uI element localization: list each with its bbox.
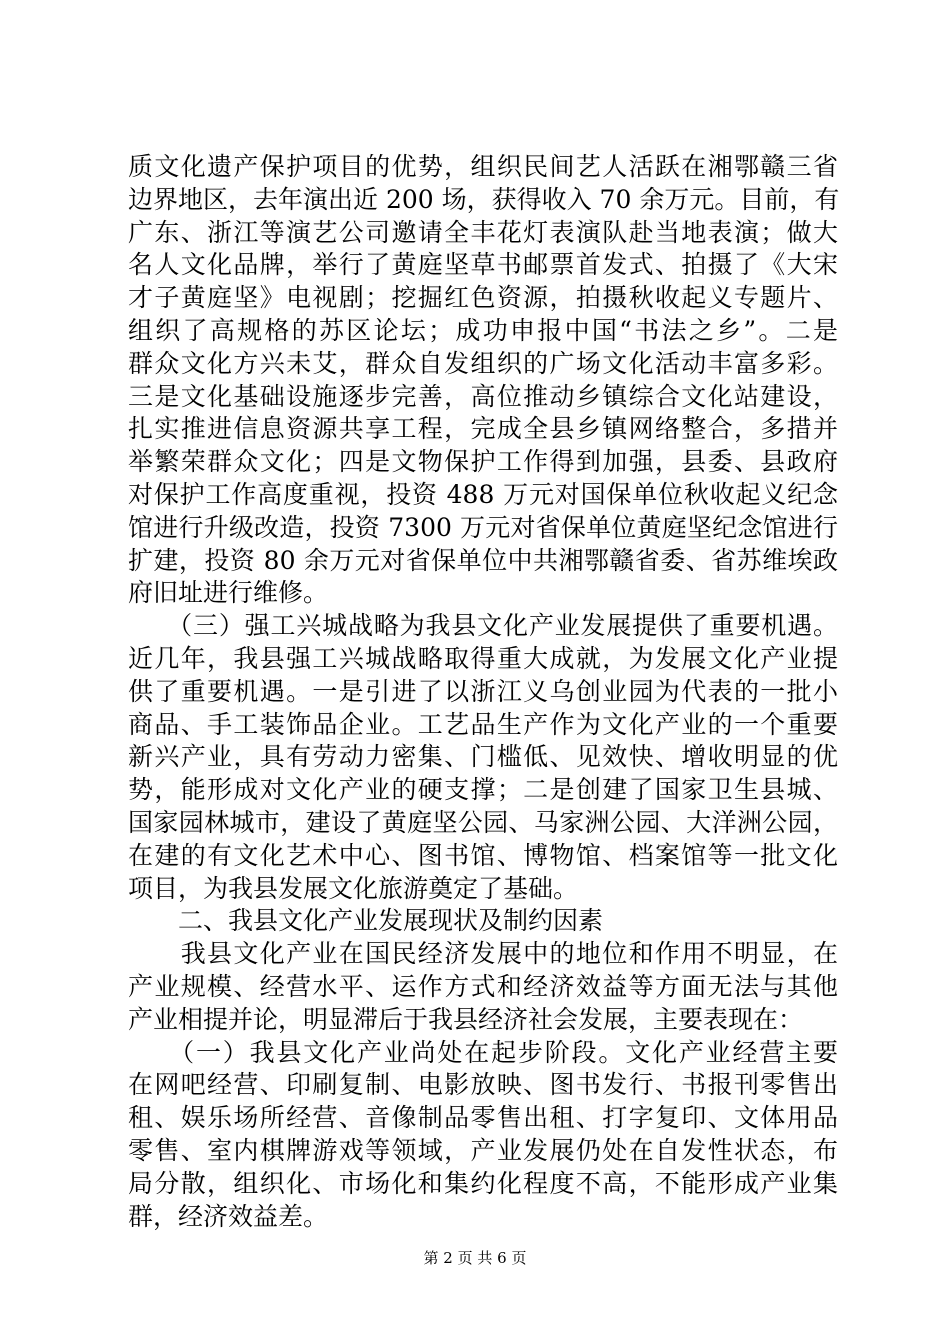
text-line: 国家园林城市，建设了黄庭坚公园、马家洲公园、大洋洲公园， [128,807,838,837]
text-line: 群众文化方兴未艾，群众自发组织的广场文化活动丰富多彩。 [128,348,838,378]
text-line: （一）我县文化产业尚处在起步阶段。文化产业经营主要 [128,1037,838,1067]
text-line: 新兴产业，具有劳动力密集、门槛低、见效快、增收明显的优 [128,742,838,772]
text-line: 扎实推进信息资源共享工程，完成全县乡镇网络整合，多措并 [128,414,838,444]
text-line: 举繁荣群众文化；四是文物保护工作得到加强，县委、县政府 [128,447,838,477]
text-line: 二、我县文化产业发展现状及制约因素 [128,906,604,936]
text-line: 三是文化基础设施逐步完善，高位推动乡镇综合文化站建设， [128,381,838,411]
text-line: 群，经济效益差。 [128,1201,329,1231]
text-line: 租、娱乐场所经营、音像制品零售出租、打字复印、文体用品 [128,1103,838,1133]
text-line: 馆进行升级改造，投资 7300 万元对省保单位黄庭坚纪念馆进行 [128,512,838,542]
text-line: 商品、手工装饰品企业。工艺品生产作为文化产业的一个重要 [128,709,838,739]
text-line: 势，能形成对文化产业的硬支撑；二是创建了国家卫生县城、 [128,775,838,805]
text-line: 局分散，组织化、市场化和集约化程度不高，不能形成产业集 [128,1168,838,1198]
text-line: 供了重要机遇。一是引进了以浙江义乌创业园为代表的一批小 [128,676,838,706]
text-line: 零售、室内棋牌游戏等领域，产业发展仍处在自发性状态，布 [128,1135,838,1165]
text-line: （三）强工兴城战略为我县文化产业发展提供了重要机遇。 [128,611,838,641]
text-line: 我县文化产业在国民经济发展中的地位和作用不明显，在 [128,939,838,969]
document-body [128,151,838,1233]
text-line: 对保护工作高度重视，投资 488 万元对国保单位秋收起义纪念 [128,479,838,509]
text-line: 名人文化品牌，举行了黄庭坚草书邮票首发式、拍摄了《大宋 [128,250,838,280]
text-line: 产业规模、经营水平、运作方式和经济效益等方面无法与其他 [128,971,838,1001]
text-line: 才子黄庭坚》电视剧；挖掘红色资源，拍摄秋收起义专题片、 [128,283,838,313]
text-line: 项目，为我县发展文化旅游奠定了基础。 [128,873,579,903]
text-line: 产业相提并论，明显滞后于我县经济社会发展，主要表现在： [128,1004,804,1034]
page-number-footer: 第 2 页 共 6 页 [423,1249,527,1267]
text-line: 质文化遗产保护项目的优势，组织民间艺人活跃在湘鄂赣三省 [128,152,838,181]
text-line: 在网吧经营、印刷复制、电影放映、图书发行、书报刊零售出 [128,1070,838,1100]
text-line: 在建的有文化艺术中心、图书馆、博物馆、档案馆等一批文化 [128,840,838,870]
text-line: 边界地区，去年演出近 200 场，获得收入 70 余万元。目前，有 [128,184,840,214]
text-line: 扩建，投资 80 余万元对省保单位中共湘鄂赣省委、省苏维埃政 [128,545,838,575]
text-line: 近几年，我县强工兴城战略取得重大成就，为发展文化产业提 [128,643,838,673]
text-line: 组织了高规格的苏区论坛；成功申报中国“书法之乡”。二是 [128,315,838,345]
text-line: 府旧址进行维修。 [128,578,329,608]
text-line: 广东、浙江等演艺公司邀请全丰花灯表演队赴当地表演；做大 [128,217,838,247]
